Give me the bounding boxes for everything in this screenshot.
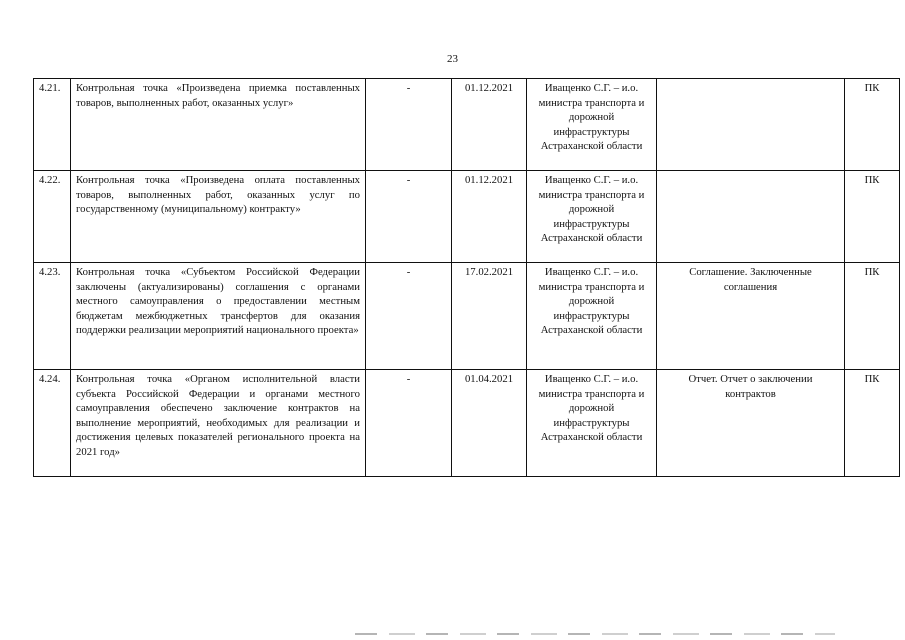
control-point-description: Контрольная точка «Субъектом Российской Федерации заключены (актуализированы) соглашения с органами местного самоуправления о предоставлении местным бюджетам межбюджетных трансфертов для оказания поддержки реализации мероприятий национального проекта» (71, 263, 366, 370)
start-date-cell: - (366, 263, 452, 370)
result-document (657, 79, 845, 171)
end-date-cell: 01.04.2021 (452, 370, 527, 477)
row-number: 4.24. (34, 370, 71, 477)
result-document: Отчет. Отчет о заключении контрактов (657, 370, 845, 477)
start-date-cell: - (366, 171, 452, 263)
result-document (657, 171, 845, 263)
result-document: Соглашение. Заключенные соглашения (657, 263, 845, 370)
page-number: 23 (447, 53, 458, 65)
end-date-cell: 01.12.2021 (452, 79, 527, 171)
control-level: ПК (845, 171, 900, 263)
control-level: ПК (845, 263, 900, 370)
end-date-cell: 17.02.2021 (452, 263, 527, 370)
table-row (34, 79, 900, 171)
control-level: ПК (845, 370, 900, 477)
responsible-person: Иващенко С.Г. – и.о. министра транспорта и дорожной инфраструктуры Астраханской области (527, 79, 657, 171)
control-points-table (33, 78, 900, 477)
end-date-cell: 01.12.2021 (452, 171, 527, 263)
responsible-person: Иващенко С.Г. – и.о. министра транспорта и дорожной инфраструктуры Астраханской области (527, 370, 657, 477)
control-point-description: Контрольная точка «Органом исполнительной власти субъекта Российской Федерации и органами местного самоуправления обеспечено заключение контрактов на выполнение мероприятий, необходимых для реализации и достижения целевых показателей регионального проекта на 2021 год» (71, 370, 366, 477)
row-number: 4.23. (34, 263, 71, 370)
start-date-cell: - (366, 370, 452, 477)
table-row (34, 370, 900, 477)
responsible-person: Иващенко С.Г. – и.о. министра транспорта и дорожной инфраструктуры Астраханской области (527, 171, 657, 263)
control-point-description: Контрольная точка «Произведена оплата поставленных товаров, выполненных работ, оказанных услуг по государственному (муниципальному) контракту» (71, 171, 366, 263)
table-row (34, 171, 900, 263)
start-date-cell: - (366, 79, 452, 171)
control-level: ПК (845, 79, 900, 171)
row-number: 4.21. (34, 79, 71, 171)
scan-artifact-line (355, 633, 835, 635)
responsible-person: Иващенко С.Г. – и.о. министра транспорта и дорожной инфраструктуры Астраханской области (527, 263, 657, 370)
control-point-description: Контрольная точка «Произведена приемка поставленных товаров, выполненных работ, оказанных услуг» (71, 79, 366, 171)
row-number: 4.22. (34, 171, 71, 263)
table-row (34, 263, 900, 370)
